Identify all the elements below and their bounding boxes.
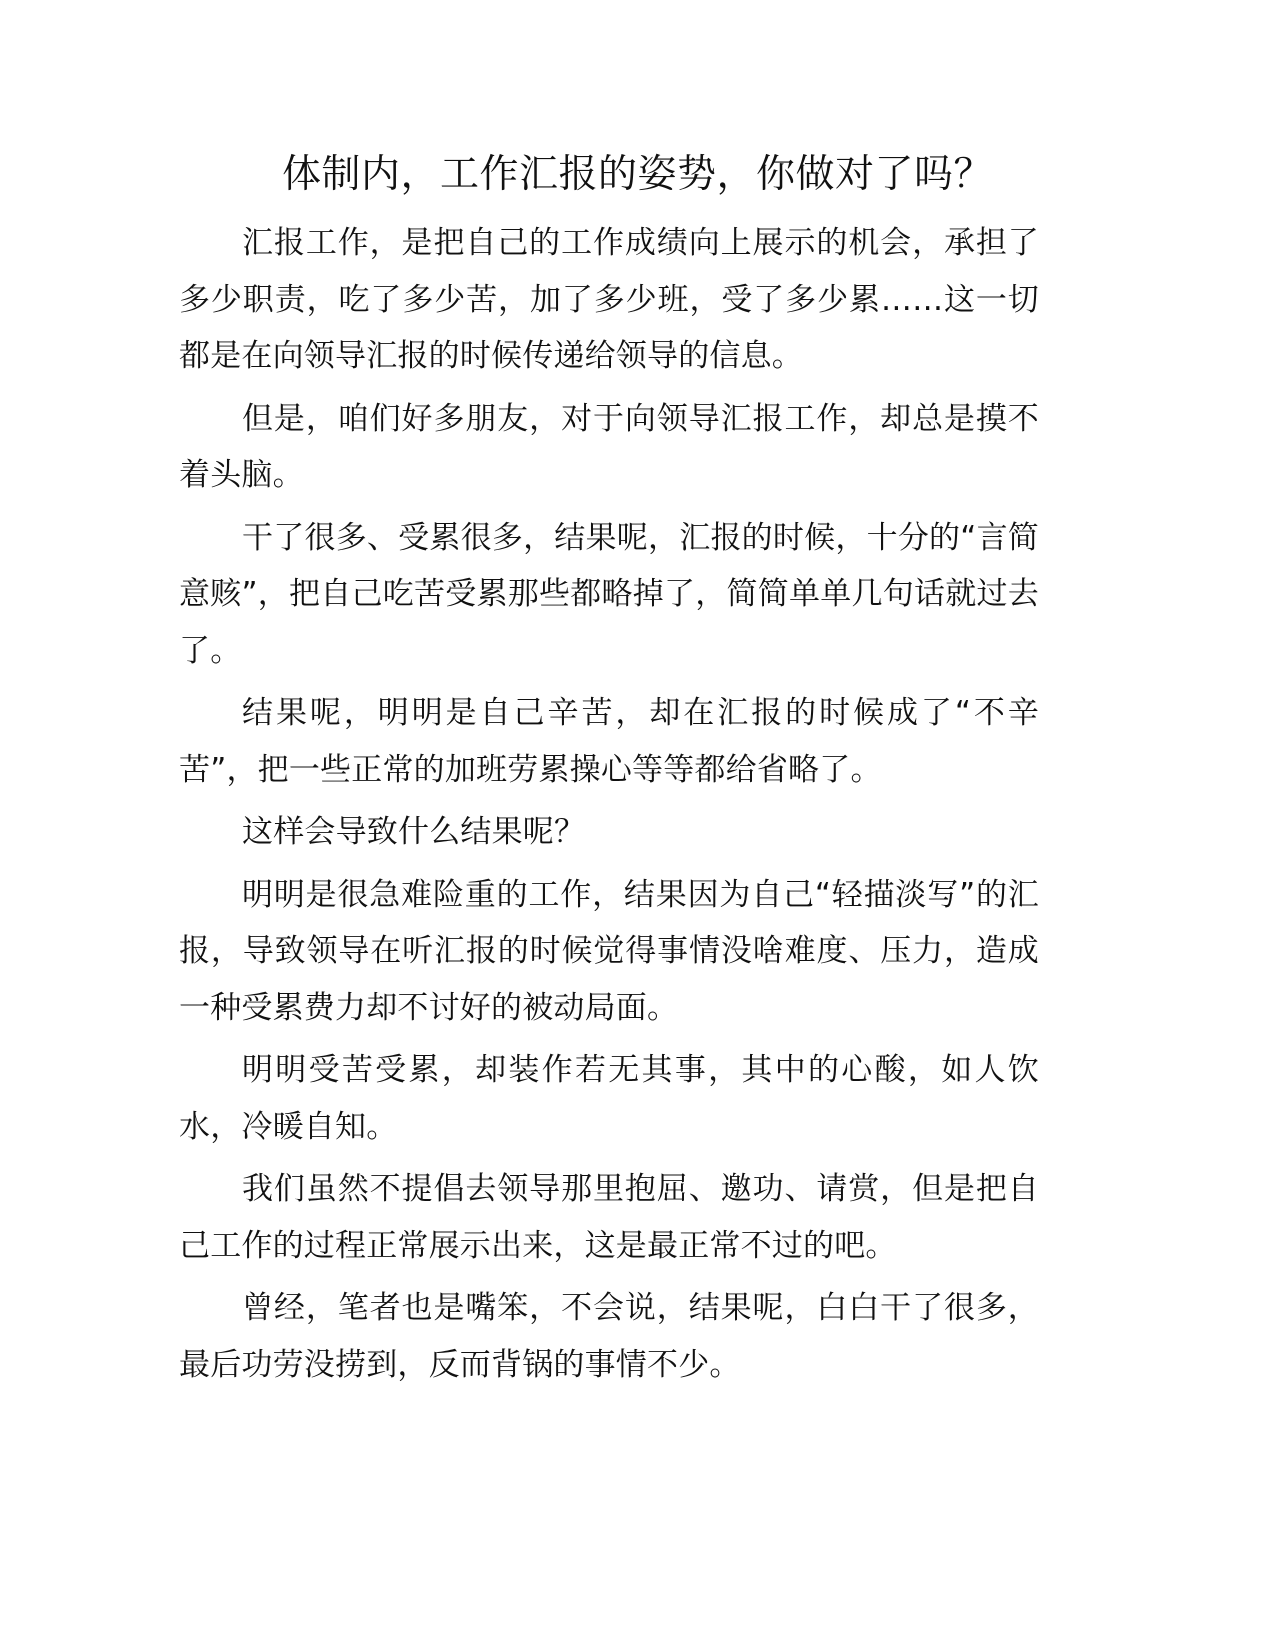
document-title: 体制内，工作汇报的姿势，你做对了吗？ (281, 152, 993, 197)
paragraph: 干了很多、受累很多，结果呢，汇报的时候，十分的“言简意赅”，把自己吃苦受累那些都略掉了，简简单单几句话就过去了。 (179, 519, 1039, 669)
paragraph: 明明受苦受累，却装作若无其事，其中的心酸，如人饮水，冷暖自知。 (179, 1052, 1039, 1145)
paragraph: 我们虽然不提倡去领导那里抱屈、邀功、请赏，但是把自己工作的过程正常展示出来，这是最正常不过的吧。 (179, 1171, 1039, 1264)
paragraph: 明明是很急难险重的工作，结果因为自己“轻描淡写”的汇报，导致领导在听汇报的时候觉得事情没啥难度、压力，造成一种受累费力却不讨好的被动局面。 (179, 876, 1039, 1026)
paragraph: 但是，咱们好多朋友，对于向领导汇报工作，却总是摸不着头脑。 (179, 400, 1039, 493)
document-body (179, 215, 1039, 1399)
paragraph: 这样会导致什么结果呢？ (242, 814, 586, 850)
paragraph: 结果呢，明明是自己辛苦，却在汇报的时候成了“不辛苦”，把一些正常的加班劳累操心等等都给省略了。 (179, 695, 1039, 788)
paragraph: 汇报工作，是把自己的工作成绩向上展示的机会，承担了多少职责，吃了多少苦，加了多少班，受了多少累……这一切都是在向领导汇报的时候传递给领导的信息。 (179, 225, 1039, 374)
paragraph: 曾经，笔者也是嘴笨，不会说，结果呢，白白干了很多，最后功劳没捞到，反而背锅的事情不少。 (179, 1290, 1039, 1383)
